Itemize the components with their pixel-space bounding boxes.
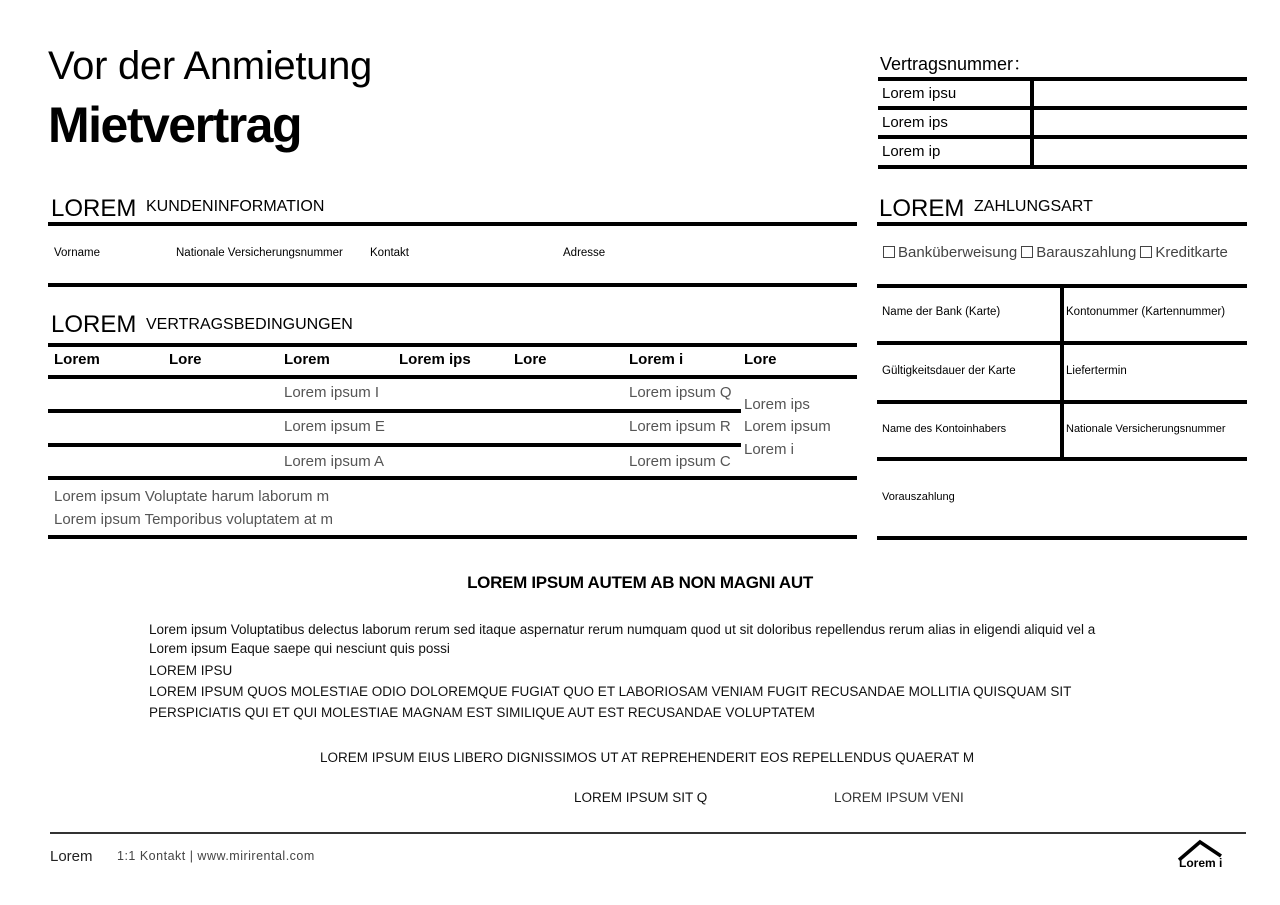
body-heading: LOREM IPSUM AUTEM AB NON MAGNI AUT xyxy=(467,573,813,592)
section-heading-terms: VERTRAGSBEDINGUNGEN xyxy=(146,316,353,333)
checkbox-cash[interactable]: Barauszahlung xyxy=(1021,244,1136,261)
divider xyxy=(877,536,1247,540)
field-account-number[interactable]: Kontonummer (Kartennummer) xyxy=(1066,306,1226,318)
checkbox-icon xyxy=(1021,246,1033,258)
signature-right-label: LOREM IPSUM VENI xyxy=(834,790,964,805)
section-heading-payment: ZAHLUNGSART xyxy=(974,198,1093,215)
table-cell: Lorem i xyxy=(744,441,795,458)
footer-brand: Lorem xyxy=(50,848,93,865)
divider xyxy=(48,343,857,347)
divider xyxy=(48,443,741,447)
contract-value-field[interactable] xyxy=(1036,110,1244,134)
contract-number-label: Vertragsnummer： xyxy=(880,54,1032,74)
contract-value-field[interactable] xyxy=(1036,139,1244,164)
divider xyxy=(48,535,857,539)
table-cell: Lorem ipsum A xyxy=(284,453,385,470)
checkbox-icon xyxy=(883,246,895,258)
checkbox-bank-transfer[interactable]: Banküberweisung xyxy=(883,244,1017,261)
body-paragraph: LOREM IPSU xyxy=(149,663,233,678)
field-first-name[interactable]: Vorname xyxy=(54,247,101,259)
terms-note: Lorem ipsum Temporibus voluptatem at m xyxy=(54,511,334,528)
field-address[interactable]: Adresse xyxy=(563,247,606,259)
divider xyxy=(48,409,741,413)
body-paragraph: PERSPICIATIS QUI ET QUI MOLESTIAE MAGNAM EST SIMILIQUE AUT EST RECUSANDAE VOLUPTATEM xyxy=(149,705,815,720)
terms-note: Lorem ipsum Voluptate harum laborum m xyxy=(54,488,330,505)
divider xyxy=(877,222,1247,226)
column-divider xyxy=(1060,284,1064,459)
footer-logo xyxy=(1176,838,1226,872)
column-header: Lorem xyxy=(284,351,330,368)
document-title: Mietvertrag xyxy=(48,97,302,153)
column-header: Lorem i xyxy=(629,351,684,368)
divider xyxy=(877,457,1247,461)
field-national-insurance[interactable]: Nationale Versicherungsnummer xyxy=(176,247,343,259)
section-heading-customer-info: KUNDENINFORMATION xyxy=(146,198,325,215)
checkbox-credit-card[interactable]: Kreditkarte xyxy=(1140,244,1228,261)
field-card-validity[interactable]: Gültigkeitsdauer der Karte xyxy=(882,365,1016,377)
body-paragraph: Lorem ipsum Eaque saepe qui nesciunt quis possi xyxy=(149,641,450,656)
table-cell: Lorem ipsum R xyxy=(629,418,731,435)
table-cell: Lorem ipsum Q xyxy=(629,384,732,401)
document-subtitle: Vor der Anmietung xyxy=(48,44,373,88)
section-prefix: LOREM xyxy=(51,311,137,338)
footer-divider xyxy=(50,832,1246,834)
column-header: Lore xyxy=(744,351,777,368)
column-header: Lorem xyxy=(54,351,100,368)
table-cell: Lorem ipsum E xyxy=(284,418,385,435)
body-centered-text: LOREM IPSUM EIUS LIBERO DIGNISSIMOS UT AT REPREHENDERIT EOS REPELLENDUS QUAERAT M xyxy=(320,750,975,765)
contract-value-field[interactable] xyxy=(1036,81,1244,105)
table-cell: Lorem ipsum C xyxy=(629,453,731,470)
field-account-holder[interactable]: Name des Kontoinhabers xyxy=(882,423,1007,435)
payment-options xyxy=(883,244,1228,261)
field-contact[interactable]: Kontakt xyxy=(370,247,409,259)
contract-row-label: Lorem ips xyxy=(882,114,948,131)
body-paragraph: Lorem ipsum Voluptatibus delectus laborum rerum sed itaque aspernatur rerum numquam quod ut sit doloribus repellendus rerum alias in eligendi aliquid vel a xyxy=(149,622,1096,637)
footer-contact[interactable]: 1:1 Kontakt | www.mirirental.com xyxy=(117,849,315,863)
field-bank-name[interactable]: Name der Bank (Karte) xyxy=(882,306,1001,318)
signature-left-label: LOREM IPSUM SIT Q xyxy=(574,790,708,805)
column-header: Lore xyxy=(169,351,202,368)
table-cell: Lorem ipsum xyxy=(744,418,831,435)
column-divider xyxy=(1030,77,1034,169)
column-header: Lore xyxy=(514,351,547,368)
table-cell: Lorem ipsum I xyxy=(284,384,380,401)
divider xyxy=(48,476,857,480)
divider xyxy=(877,400,1247,404)
body-paragraph: LOREM IPSUM QUOS MOLESTIAE ODIO DOLOREMQUE FUGIAT QUO ET LABORIOSAM VENIAM FUGIT RECUSANDAE MOLLITIA QUISQUAM SIT xyxy=(149,684,1072,699)
contract-row-label: Lorem ipsu xyxy=(882,85,957,102)
divider xyxy=(48,283,857,287)
field-prepayment[interactable]: Vorauszahlung xyxy=(882,491,955,503)
section-prefix: LOREM xyxy=(879,195,965,222)
field-delivery-date[interactable]: Liefertermin xyxy=(1066,365,1127,377)
contract-row-label: Lorem ip xyxy=(882,143,941,160)
checkbox-icon xyxy=(1140,246,1152,258)
table-cell: Lorem ips xyxy=(744,396,810,413)
section-prefix: LOREM xyxy=(51,195,137,222)
field-national-insurance[interactable]: Nationale Versicherungsnummer xyxy=(1066,423,1226,435)
logo-text: Lorem i xyxy=(1179,856,1223,870)
divider xyxy=(48,375,857,379)
divider xyxy=(877,341,1247,345)
divider xyxy=(48,222,857,226)
divider xyxy=(878,165,1247,169)
column-header: Lorem ips xyxy=(399,351,471,368)
